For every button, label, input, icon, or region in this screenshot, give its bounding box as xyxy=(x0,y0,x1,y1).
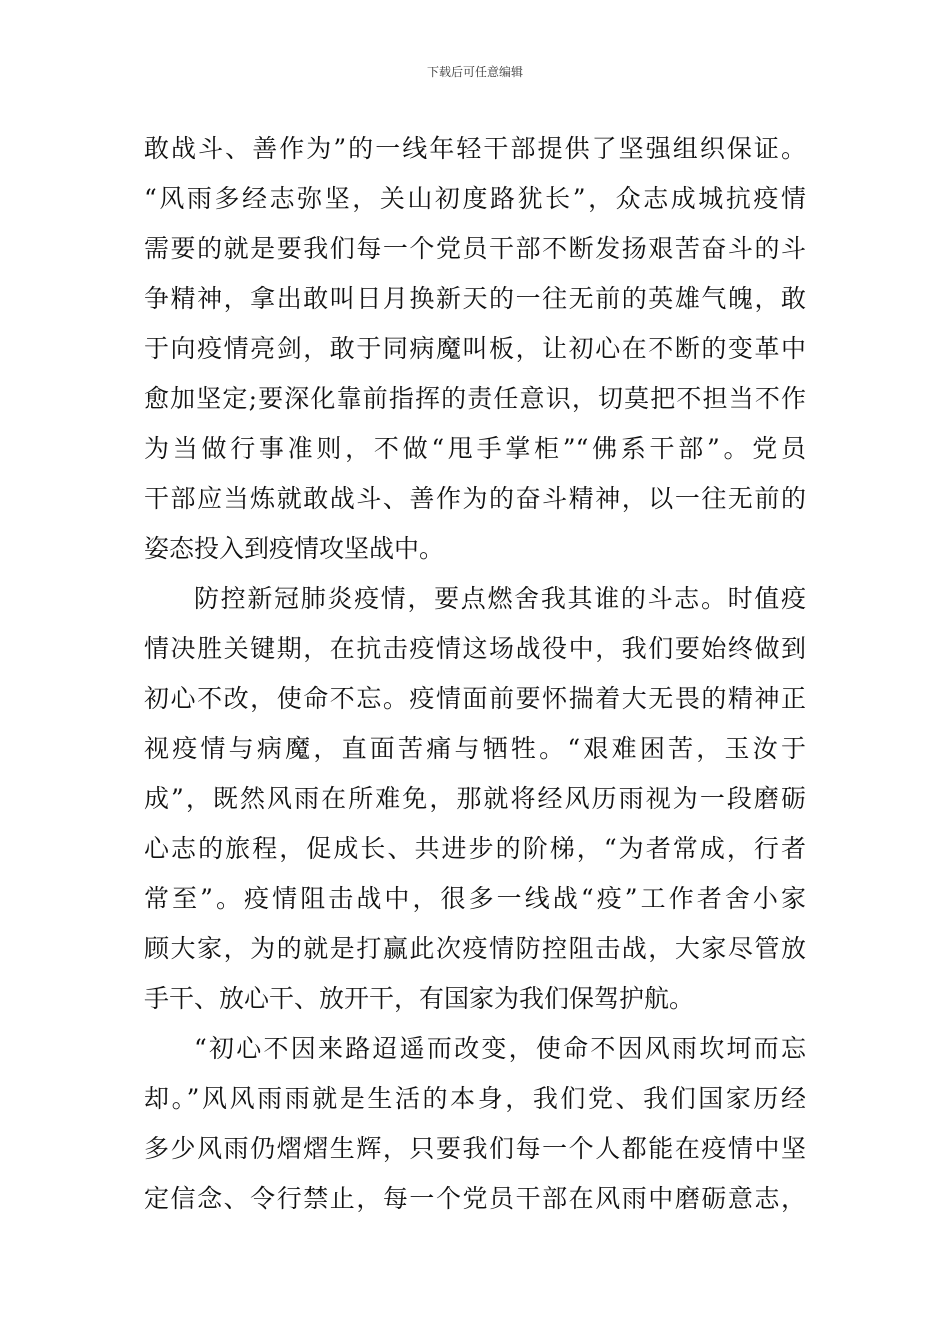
text-line: 情决胜关键期，在抗击疫情这场战役中，我们要始终做到 xyxy=(144,634,806,663)
paragraph xyxy=(144,1024,806,1224)
text-line: 常至”。疫情阻击战中，很多一线战“疫”工作者舍小家 xyxy=(144,884,806,913)
text-line: 姿态投入到疫情攻坚战中。 xyxy=(144,534,445,563)
paragraph xyxy=(144,574,806,1024)
text-line: 手干、放心干、放开干，有国家为我们保驾护航。 xyxy=(144,984,695,1013)
text-line: 争精神，拿出敢叫日月换新天的一往无前的英雄气魄，敢 xyxy=(144,284,806,313)
text-line: 定信念、令行禁止，每一个党员干部在风雨中磨砺意志， xyxy=(144,1184,806,1213)
page-header: 下载后可任意编辑 xyxy=(426,65,523,79)
text-line: 干部应当炼就敢战斗、善作为的奋斗精神，以一往无前的 xyxy=(144,484,806,513)
text-line: 成”，既然风雨在所难免，那就将经风历雨视为一段磨砺 xyxy=(144,784,806,813)
text-line: 愈加坚定;要深化靠前指挥的责任意识，切莫把不担当不作 xyxy=(144,384,806,413)
text-line: 多少风雨仍熠熠生辉，只要我们每一个人都能在疫情中坚 xyxy=(144,1134,806,1163)
body-text xyxy=(144,124,806,1224)
text-line: “初心不因来路迢遥而改变，使命不因风雨坎坷而忘 xyxy=(194,1034,806,1063)
text-line: 于向疫情亮剑，敢于同病魔叫板，让初心在不断的变革中 xyxy=(144,334,806,363)
text-line: 防控新冠肺炎疫情，要点燃舍我其谁的斗志。时值疫 xyxy=(194,584,806,613)
text-line: 初心不改，使命不忘。疫情面前要怀揣着大无畏的精神正 xyxy=(144,684,806,713)
text-line: 敢战斗、善作为”的一线年轻干部提供了坚强组织保证。 xyxy=(144,134,806,163)
text-line: 视疫情与病魔，直面苦痛与牺牲。“艰难困苦，玉汝于 xyxy=(144,734,806,763)
text-line: 需要的就是要我们每一个党员干部不断发扬艰苦奋斗的斗 xyxy=(144,234,806,263)
text-line: 心志的旅程，促成长、共进步的阶梯，“为者常成，行者 xyxy=(144,834,806,863)
text-line: 却。”风风雨雨就是生活的本身，我们党、我们国家历经 xyxy=(144,1084,806,1113)
paragraph xyxy=(144,124,806,574)
text-line: 为当做行事准则，不做“甩手掌柜”“佛系干部”。党员 xyxy=(144,434,806,463)
text-line: “风雨多经志弥坚，关山初度路犹长”，众志成城抗疫情 xyxy=(144,184,806,213)
text-line: 顾大家，为的就是打赢此次疫情防控阻击战，大家尽管放 xyxy=(144,934,806,963)
